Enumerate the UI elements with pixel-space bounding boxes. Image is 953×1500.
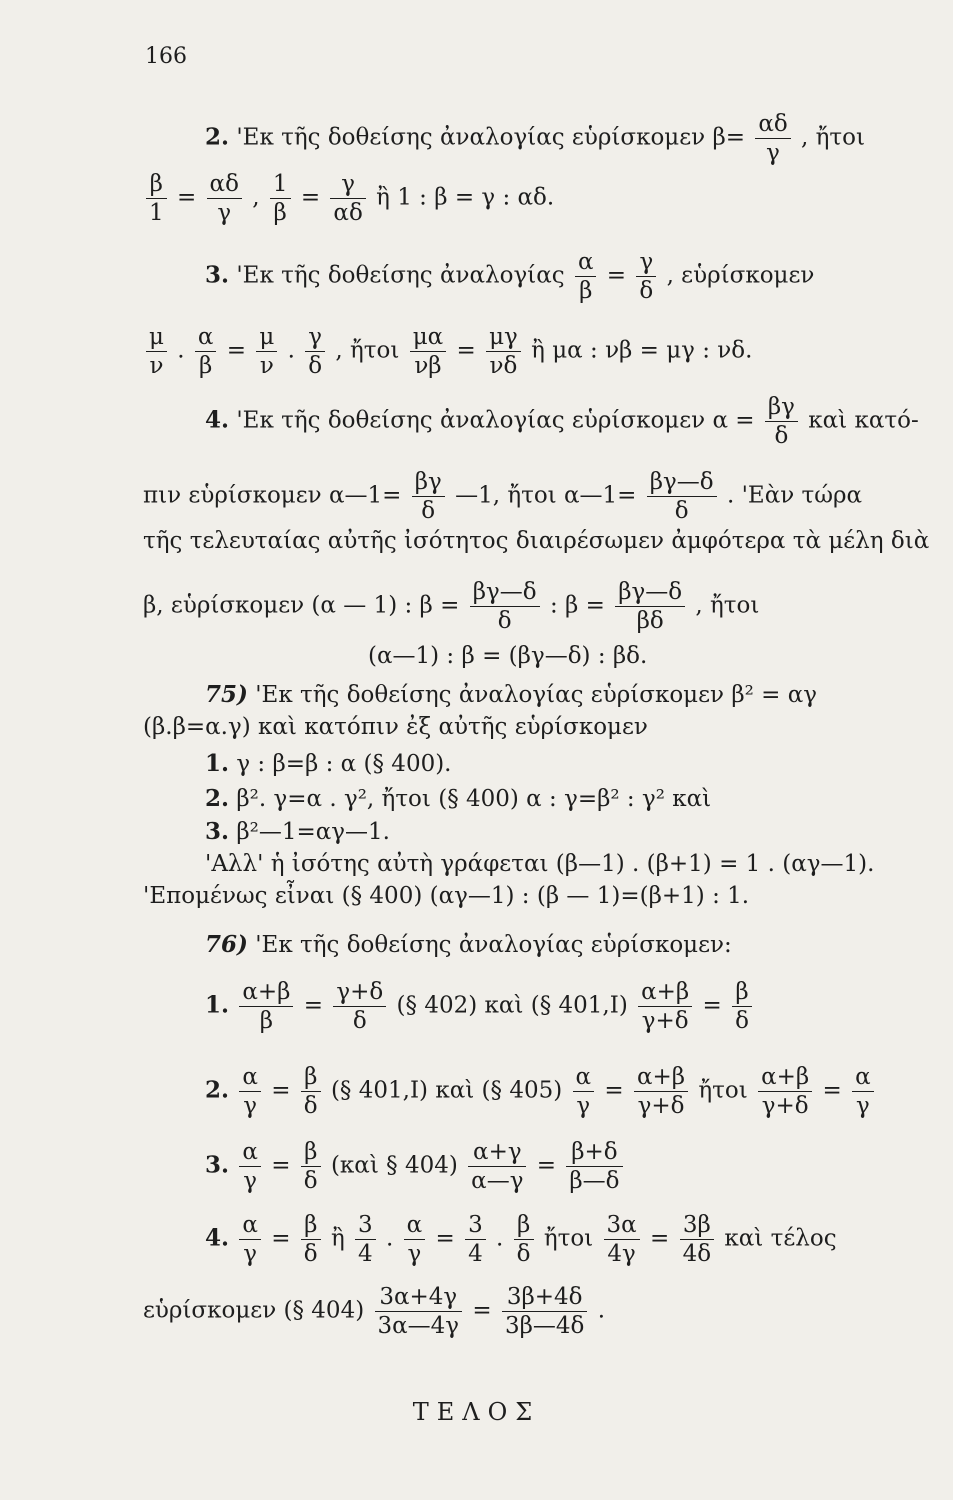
page-number: 166 [145, 44, 187, 69]
fraction [404, 1213, 426, 1266]
text: , ἤτοι [335, 337, 400, 364]
numerator: μα [410, 325, 446, 352]
ex75-line1 [205, 683, 817, 707]
text: 'Εκ τῆς δοθείσης ἀναλογίας εὑρίσκομεν α = [236, 407, 755, 434]
denominator: αδ [333, 200, 363, 227]
text: : β = [549, 592, 605, 619]
numerator: α [239, 1065, 261, 1092]
denominator: γ+δ [641, 1008, 689, 1035]
fraction [647, 470, 717, 523]
fraction [486, 325, 521, 378]
denominator: 4γ [607, 1241, 636, 1268]
numerator: α+β [239, 980, 293, 1007]
denominator: δ [774, 423, 789, 450]
text: 'Εκ τῆς δοθείσης ἀναλογίας εὑρίσκομεν β² = αγ [255, 682, 818, 708]
denominator: γ [856, 1093, 870, 1120]
fraction [573, 1065, 595, 1118]
equals: = [271, 1225, 291, 1252]
fraction [412, 470, 445, 523]
denominator: ν [259, 353, 274, 380]
ex76-row3 [205, 1140, 626, 1193]
item2-line2 [143, 172, 554, 225]
numerator: γ [636, 250, 656, 277]
numerator: 3α+4γ [375, 1285, 463, 1312]
fraction [636, 250, 656, 303]
item-number: 3. [205, 261, 230, 289]
equals: = [300, 184, 321, 211]
numerator: γ [330, 172, 365, 199]
numerator: γ+δ [333, 980, 386, 1007]
denominator: δ [308, 353, 323, 380]
numerator: μ [146, 325, 167, 352]
equals: = [604, 1077, 624, 1104]
text: (§ 401,I) καὶ (§ 405) [330, 1077, 563, 1104]
text: (§ 402) καὶ (§ 401,I) [396, 992, 628, 1019]
denominator: β—δ [569, 1168, 620, 1195]
equals: = [606, 262, 627, 289]
denominator: 4 [358, 1241, 373, 1268]
fraction [146, 172, 167, 225]
numerator: β+δ [566, 1140, 622, 1167]
numerator: α [852, 1065, 874, 1092]
numerator: βγ—δ [647, 470, 717, 497]
denominator: γ [407, 1241, 422, 1268]
numerator: αδ [207, 172, 242, 199]
item3-line1 [205, 250, 814, 303]
end-title: ΤΕΛΟΣ [412, 1398, 541, 1426]
denominator: δ [303, 1093, 318, 1120]
ex76-row5 [143, 1285, 605, 1338]
ex76-row1 [205, 980, 755, 1033]
item-number: 2. [205, 785, 230, 812]
dot: . [496, 1225, 504, 1252]
equals: = [271, 1077, 291, 1104]
ex75-line2: (β.β=α.γ) καὶ κατόπιν ἐξ αὐτῆς εὑρίσκομεν [143, 714, 648, 740]
fraction [638, 980, 692, 1033]
ex75-line6: 'Αλλ' ἡ ἰσότης αὐτὴ γράφεται (β—1) . (β+1) = 1 . (αγ—1). [205, 851, 875, 877]
ex76-row4 [205, 1213, 837, 1266]
equals: = [456, 337, 476, 364]
fraction [852, 1065, 874, 1118]
numerator: β [146, 172, 167, 199]
denominator: γ [766, 140, 780, 167]
dot: . [177, 337, 185, 364]
numerator: 3β [680, 1213, 714, 1240]
numerator: α+γ [468, 1140, 526, 1167]
text: 'Εκ τῆς δοθείσης ἀναλογίας εὑρίσκομεν β= [236, 124, 746, 151]
numerator: β [514, 1213, 534, 1240]
denominator: β [579, 278, 593, 305]
fraction [305, 325, 325, 378]
fraction [239, 1213, 261, 1266]
item4-line2 [143, 470, 862, 523]
text: ἢ 1 : β = γ : αδ. [376, 184, 555, 211]
numerator: βγ [412, 470, 445, 497]
denominator: α—γ [471, 1168, 524, 1195]
text: ἢ μα : νβ = μγ : νδ. [531, 337, 753, 364]
text: , ἤτοι [695, 592, 760, 619]
fraction [566, 1140, 622, 1193]
fraction [330, 172, 365, 225]
fraction [146, 325, 167, 378]
text: γ : β=β : α (§ 400). [236, 751, 452, 777]
denominator: 3β—4δ [504, 1313, 585, 1340]
text: β, εὑρίσκομεν (α — 1) : β = [143, 592, 460, 619]
exercise-number: 75) [205, 681, 248, 708]
fraction [355, 1213, 376, 1266]
numerator: βγ [765, 395, 798, 422]
denominator: δ [674, 498, 689, 525]
numerator: β [301, 1213, 321, 1240]
numerator: 3 [355, 1213, 376, 1240]
ex75-item1 [205, 752, 452, 776]
ex75-item3 [205, 820, 390, 844]
fraction [301, 1140, 321, 1193]
fraction [239, 1065, 261, 1118]
numerator: βγ—δ [470, 580, 540, 607]
item-number: 3. [205, 1151, 230, 1179]
equals: = [435, 1225, 455, 1252]
denominator: δ [352, 1008, 367, 1035]
numerator: α+β [634, 1065, 688, 1092]
fraction [732, 980, 752, 1033]
dot: . [597, 1297, 605, 1324]
fraction [575, 250, 597, 303]
text: ἤτοι [698, 1077, 748, 1104]
fraction [502, 1285, 587, 1338]
ex75-item2 [205, 787, 711, 811]
denominator: δ [735, 1008, 749, 1035]
text: πιν εὑρίσκομεν α—1= [143, 482, 402, 509]
fraction [270, 172, 291, 225]
numerator: 1 [270, 172, 291, 199]
fraction [239, 980, 293, 1033]
numerator: 3β+4δ [502, 1285, 587, 1312]
item4-line5: (α—1) : β = (βγ—δ) : βδ. [368, 643, 648, 669]
denominator: γ [217, 200, 232, 227]
fraction [615, 580, 685, 633]
fraction [301, 1213, 321, 1266]
text: (καὶ § 404) [330, 1152, 458, 1179]
item-number: 1. [205, 991, 230, 1019]
denominator: β [259, 1008, 274, 1035]
denominator: δ [639, 278, 654, 305]
numerator: α [239, 1140, 261, 1167]
fraction [195, 325, 217, 378]
numerator: β [732, 980, 752, 1007]
denominator: βδ [636, 608, 664, 635]
item2-line1 [205, 112, 865, 165]
fraction [465, 1213, 486, 1266]
denominator: ν [149, 353, 164, 380]
equals: = [226, 337, 247, 364]
denominator: δ [497, 608, 512, 635]
text: 'Εκ τῆς δοθείσης ἀναλογίας [236, 262, 565, 289]
numerator: β [301, 1140, 321, 1167]
ex75-line7: 'Επομένως εἶναι (§ 400) (αγ—1) : (β — 1)=(β+1) : 1. [143, 883, 750, 909]
equals: = [650, 1225, 670, 1252]
item4-line3: τῆς τελευταίας αὐτῆς ἰσότητος διαιρέσωμεν ἀμφότερα τὰ μέλη διὰ [143, 528, 930, 554]
denominator: γ [243, 1168, 257, 1195]
denominator: β [199, 353, 213, 380]
denominator: γ+δ [761, 1093, 809, 1120]
fraction [765, 395, 798, 448]
denominator: δ [516, 1241, 531, 1268]
fraction [470, 580, 540, 633]
denominator: νδ [489, 353, 518, 380]
denominator: β [273, 200, 287, 227]
numerator: β [301, 1065, 321, 1092]
numerator: 3α [604, 1213, 640, 1240]
denominator: 3α—4γ [377, 1313, 460, 1340]
fraction [604, 1213, 640, 1266]
numerator: α [404, 1213, 426, 1240]
fraction [410, 325, 446, 378]
numerator: βγ—δ [615, 580, 685, 607]
text: καὶ τέλος [724, 1225, 837, 1252]
text: . 'Εὰν τώρα [726, 482, 863, 509]
text: β². γ=α . γ², ἤτοι (§ 400) α : γ=β² : γ² καὶ [236, 786, 712, 812]
numerator: α [239, 1213, 261, 1240]
text: εὑρίσκομεν (§ 404) [143, 1297, 365, 1324]
denominator: 1 [149, 200, 164, 227]
item-number: 3. [205, 818, 230, 845]
denominator: δ [303, 1241, 318, 1268]
fraction [301, 1065, 321, 1118]
equals: = [472, 1297, 492, 1324]
equals: = [536, 1152, 557, 1179]
numerator: μγ [486, 325, 521, 352]
fraction [468, 1140, 526, 1193]
dot: . [386, 1225, 394, 1252]
denominator: γ [243, 1093, 257, 1120]
equals: = [303, 992, 324, 1019]
item-number: 2. [205, 1076, 230, 1104]
numerator: α+β [758, 1065, 812, 1092]
fraction [514, 1213, 534, 1266]
ex76-line1 [205, 933, 732, 957]
equals: = [271, 1152, 291, 1179]
denominator: δ [303, 1168, 318, 1195]
numerator: α [575, 250, 597, 277]
comma: , [252, 184, 260, 211]
fraction [680, 1213, 714, 1266]
text: ἢ [330, 1225, 345, 1252]
text: 'Εκ τῆς δοθείσης ἀναλογίας εὑρίσκομεν: [255, 932, 732, 958]
fraction [333, 980, 386, 1033]
item4-line4 [143, 580, 759, 633]
text: ἤτοι [543, 1225, 594, 1252]
fraction [207, 172, 242, 225]
equals: = [822, 1077, 842, 1104]
equals: = [702, 992, 722, 1019]
item-number: 4. [205, 1224, 230, 1252]
numerator: γ [305, 325, 325, 352]
fraction [239, 1140, 261, 1193]
numerator: 3 [465, 1213, 486, 1240]
numerator: α [573, 1065, 595, 1092]
ex76-row2 [205, 1065, 877, 1118]
item3-line2 [143, 325, 752, 378]
exercise-number: 76) [205, 931, 248, 958]
numerator: α [195, 325, 217, 352]
text: β²—1=αγ—1. [236, 819, 390, 845]
denominator: γ [243, 1241, 257, 1268]
item-number: 1. [205, 750, 230, 777]
text: , εὑρίσκομεν [666, 262, 815, 289]
denominator: γ+δ [637, 1093, 685, 1120]
fraction [634, 1065, 688, 1118]
numerator: μ [256, 325, 277, 352]
denominator: γ [576, 1093, 591, 1120]
numerator: α+β [638, 980, 692, 1007]
fraction [256, 325, 277, 378]
text: —1, ἤτοι α—1= [455, 482, 637, 509]
denominator: 4δ [682, 1241, 712, 1268]
text: καὶ κατό- [808, 407, 919, 434]
equals: = [176, 184, 197, 211]
numerator: αδ [755, 112, 790, 139]
dot: . [287, 337, 295, 364]
fraction [755, 112, 790, 165]
fraction [375, 1285, 463, 1338]
item-number: 4. [205, 406, 230, 434]
denominator: 4 [468, 1241, 483, 1268]
item-number: 2. [205, 123, 230, 151]
item4-line1 [205, 395, 919, 448]
denominator: νβ [414, 353, 442, 380]
denominator: δ [421, 498, 436, 525]
text: , ἤτοι [801, 124, 866, 151]
fraction [758, 1065, 812, 1118]
